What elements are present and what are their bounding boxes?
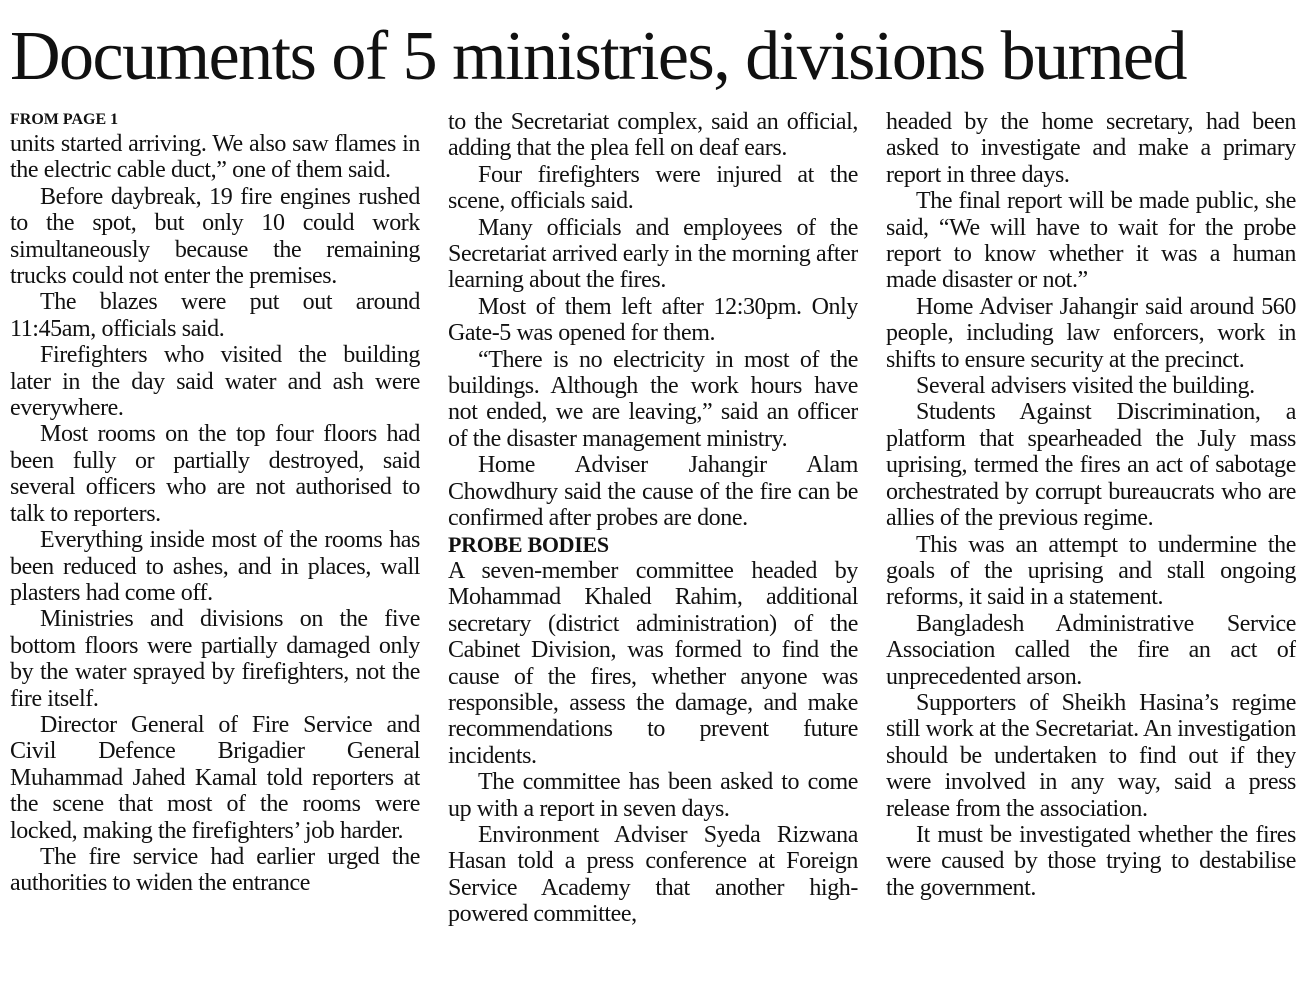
paragraph: Everything inside most of the rooms has been reduced to ashes, and in places, wall plasters had come off. xyxy=(10,527,420,606)
paragraph: Several advisers visited the building. xyxy=(916,373,1255,400)
paragraph: units started arriving. We also saw flames in the electric cable duct,” one of them said. xyxy=(10,131,420,184)
paragraph: Most rooms on the top four floors had been fully or partially destroyed, said several officers who are not authorised to talk to reporters. xyxy=(10,421,420,527)
paragraph: The fire service had earlier urged the authorities to widen the entrance xyxy=(10,843,420,897)
paragraph: Environment Adviser Syeda Rizwana Hasan told a press conference at Foreign Service Academy that another high-powered committee, xyxy=(448,821,858,928)
article-column-3 xyxy=(886,109,1296,989)
paragraph: Director General of Fire Service and Civil Defence Brigadier General Muhammad Jahed Kamal told reporters at the scene that most of the rooms were locked, making the firefighters’ job harder. xyxy=(10,711,420,844)
paragraph: Home Adviser Jahangir Alam Chowdhury said the cause of the fire can be confirmed after probes are done. xyxy=(448,452,858,532)
paragraph: It must be investigated whether the fires were caused by those trying to destabilise the government. xyxy=(886,821,1296,901)
paragraph: Many officials and employees of the Secretariat arrived early in the morning after learning about the fires. xyxy=(448,214,858,294)
paragraph: Before daybreak, 19 fire engines rushed to the spot, but only 10 could work simultaneously because the remaining trucks could not enter the premises. xyxy=(10,183,420,290)
paragraph: Firefighters who visited the building later in the day said water and ash were everywhere. xyxy=(10,342,420,422)
paragraph: “There is no electricity in most of the buildings. Although the work hours have not ended, we are leaving,” said an officer of the disaster management ministry. xyxy=(448,346,858,452)
article-column-1 xyxy=(10,109,420,989)
paragraph: A seven-member committee headed by Mohammad Khaled Rahim, additional secretary (district administration) of the Cabinet Division, was formed to find the cause of the fires, whether anyone was responsible, assess the damage, and make recommendations to prevent future incidents. xyxy=(448,557,858,769)
paragraph: Ministries and divisions on the five bottom floors were partially damaged only by the water sprayed by firefighters, not the fire itself. xyxy=(10,606,420,712)
paragraph: Bangladesh Administrative Service Association called the fire an act of unprecedented arson. xyxy=(886,610,1296,690)
article-column-2 xyxy=(448,109,858,989)
section-subhead: PROBE BODIES xyxy=(448,531,609,557)
paragraph: headed by the home secretary, had been asked to investigate and make a primary report in three days. xyxy=(886,109,1296,188)
paragraph: The committee has been asked to come up with a report in seven days. xyxy=(448,769,858,822)
paragraph: This was an attempt to undermine the goals of the uprising and stall ongoing reforms, it said in a statement. xyxy=(886,531,1296,611)
paragraph: Most of them left after 12:30pm. Only Gate-5 was opened for them. xyxy=(448,293,858,347)
paragraph: Students Against Discrimination, a platform that spearheaded the July mass uprising, termed the fires an act of sabotage orchestrated by corrupt bureaucrats who are allies of the previous regime. xyxy=(886,399,1296,532)
paragraph: Home Adviser Jahangir said around 560 people, including law enforcers, work in shifts to ensure security at the precinct. xyxy=(886,293,1296,373)
headline: Documents of 5 ministries, divisions burned xyxy=(10,18,1186,95)
paragraph: Four firefighters were injured at the scene, officials said. xyxy=(448,161,858,215)
paragraph: The final report will be made public, she said, “We will have to wait for the probe report to know whether it was a human made disaster or not.” xyxy=(886,188,1296,294)
paragraph: to the Secretariat complex, said an official, adding that the plea fell on deaf ears. xyxy=(448,109,858,162)
continued-from-label: FROM PAGE 1 xyxy=(10,111,119,128)
paragraph: Supporters of Sheikh Hasina’s regime still work at the Secretariat. An investigation should be undertaken to find out if they were involved in any way, said a press release from the association. xyxy=(886,689,1296,822)
paragraph: The blazes were put out around 11:45am, officials said. xyxy=(10,289,420,342)
